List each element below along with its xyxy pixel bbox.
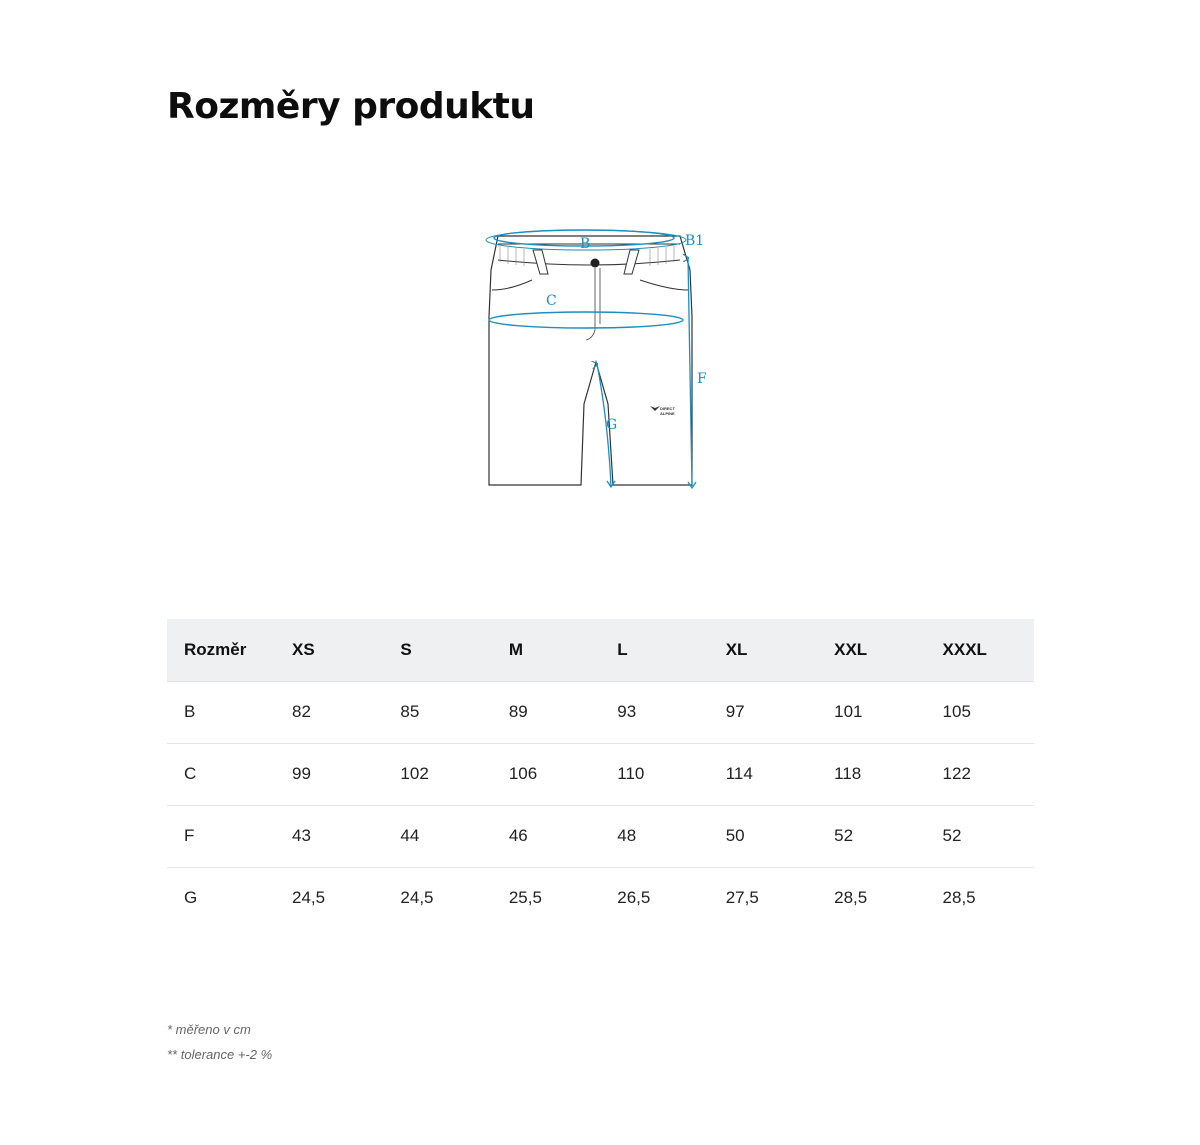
table-cell: 50 [725,826,745,845]
table-cell: 52 [942,826,962,845]
table-cell: 122 [942,764,971,783]
table-cell: 89 [508,702,528,721]
table-cell: 101 [834,702,863,721]
header-cell-measure: Rozměr [184,639,247,659]
table-cell: 24,5 [400,888,434,908]
header-cell-xxl: XXL [834,639,868,659]
measure-c-label: C [546,293,557,309]
shorts-diagram-svg [480,222,720,497]
table-cell: 110 [617,764,645,783]
table-cell: 85 [400,702,420,721]
shorts-outline [489,236,692,485]
measure-f-label: F [697,371,707,387]
measure-b-label: B [580,236,591,252]
table-cell: G [184,888,198,908]
table-cell: 26,5 [617,888,651,908]
table-cell: 48 [617,826,637,845]
table-cell: 93 [617,702,637,721]
page-title: Rozměry produktu [167,86,535,127]
table-cell: 114 [725,764,753,783]
table-row [167,805,1034,867]
table-row [167,867,1034,929]
table-cell: C [184,764,197,783]
table-cell: F [184,826,195,845]
table-cell: 52 [834,826,854,845]
table-cell: 24,5 [292,888,326,908]
header-cell-xl: XL [725,639,748,659]
header-cell-l: L [617,639,628,659]
size-table [167,619,1034,929]
table-cell: 25,5 [508,888,542,908]
brand-logo-line2: ALPINE [660,411,675,416]
table-row [167,743,1034,805]
table-cell: B [184,702,196,721]
header-cell-xs: XS [292,639,315,659]
table-cell: 43 [292,826,311,845]
table-cell: 44 [400,826,420,845]
header-cell-m: M [508,639,524,659]
shorts-measurement-diagram [480,222,720,497]
table-cell: 97 [725,702,745,721]
header-cell-xxxl: XXXL [942,639,987,659]
footnote-unit: * měřeno v cm [167,1022,251,1037]
header-cell-s: S [400,639,412,659]
table-cell: 28,5 [834,888,868,908]
table-cell: 82 [292,702,311,721]
table-cell: 28,5 [942,888,976,908]
measure-b1-label: B1 [685,233,705,249]
button-icon [591,259,600,268]
table-cell: 46 [508,826,528,845]
table-cell: 106 [508,764,538,783]
table-row [167,681,1034,743]
table-cell: 99 [292,764,311,783]
table-cell: 105 [942,702,971,721]
footnote-tolerance: ** tolerance +-2 % [167,1047,273,1062]
table-cell: 102 [400,764,429,783]
table-header-row [167,619,1034,681]
measure-g-label: G [606,417,618,433]
footnotes [167,1017,272,1067]
table-cell: 27,5 [725,888,759,908]
table-cell: 118 [834,764,862,783]
brand-logo-line1: DIRECT [660,406,675,411]
